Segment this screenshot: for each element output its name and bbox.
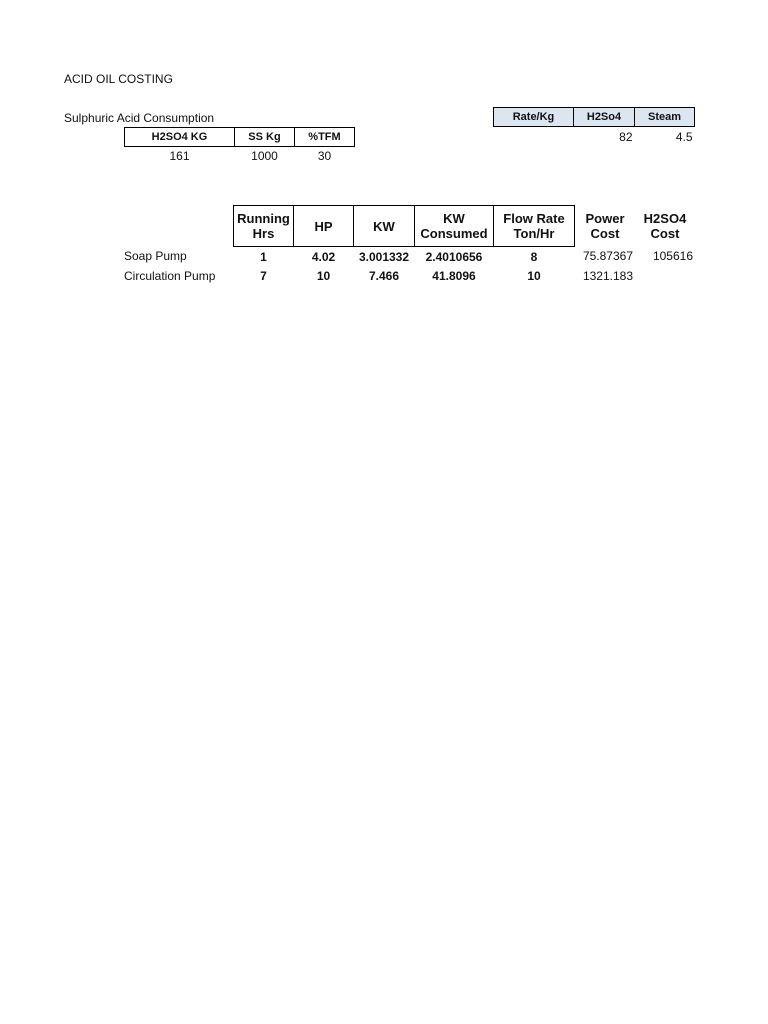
pump-table [124,205,695,285]
cell-kw-consumed[interactable]: 41.8096 [432,268,476,283]
cell-ss-kg[interactable]: 1000 [251,149,278,163]
cell-pump-name[interactable]: Circulation Pump [124,268,216,283]
section-label: Sulphuric Acid Consumption [64,111,215,125]
acid-value-row [125,147,355,166]
header-kw-consumed-line2: Consumed [420,226,488,241]
cell-tfm[interactable]: 30 [317,149,332,163]
header-kw-consumed-line1: KW [443,211,465,226]
cell-h2so4-cost[interactable]: 105616 [652,249,693,264]
header-power-cost [575,206,636,247]
header-kw: KW [354,206,415,247]
header-running-hrs-line1: Running [237,211,290,226]
header-blank [124,206,234,247]
cell-kw-consumed[interactable]: 2.4010656 [425,249,483,264]
cell-steam-rate[interactable]: 4.5 [675,130,693,144]
cell-h2so4-cost[interactable] [635,266,695,285]
header-rate-kg: Rate/Kg [494,108,574,127]
header-flow-rate-line1: Flow Rate [503,211,565,226]
header-h2so4-cost [635,206,695,247]
cell-kw[interactable]: 7.466 [368,268,400,283]
header-steam: Steam [635,108,695,127]
header-h2so4-cost-line1: H2SO4 [643,211,687,226]
sheet-title: ACID OIL COSTING [64,72,173,86]
cell-hp[interactable]: 10 [316,268,331,283]
rate-header-row [494,108,695,127]
cell-running-hrs[interactable]: 7 [260,268,267,283]
cell-rate-kg[interactable] [494,127,574,148]
header-h2so4-kg: H2SO4 KG [125,128,235,147]
cell-running-hrs[interactable]: 1 [260,249,267,264]
rate-value-row [494,127,695,148]
header-running-hrs-line2: Hrs [252,226,275,241]
table-row [124,266,695,285]
header-ss-kg: SS Kg [235,128,295,147]
acid-header-row [125,128,355,147]
table-row [124,247,695,267]
header-power-cost-line1: Power [585,211,625,226]
cell-power-cost[interactable]: 1321.183 [582,268,633,283]
header-power-cost-line2: Cost [590,226,620,241]
header-flow-rate-line2: Ton/Hr [513,226,555,241]
header-running-hrs [234,206,294,247]
cell-h2so4-rate[interactable]: 82 [619,130,633,144]
rate-table [493,107,695,147]
cell-h2so4-kg[interactable]: 161 [169,149,190,163]
cell-flow-rate[interactable]: 8 [530,249,538,264]
header-flow-rate [494,206,575,247]
cell-power-cost[interactable]: 75.87367 [582,249,633,264]
header-h2so4-cost-line2: Cost [650,226,680,241]
header-h2so4-rate: H2So4 [574,108,635,127]
cell-pump-name[interactable]: Soap Pump [124,249,187,264]
header-tfm: %TFM [295,128,355,147]
cell-hp[interactable]: 4.02 [311,249,336,264]
cell-flow-rate[interactable]: 10 [527,268,541,283]
acid-consumption-table [124,127,355,165]
cell-kw[interactable]: 3.001332 [358,249,410,264]
header-hp: HP [294,206,354,247]
pump-header-row [124,206,695,247]
header-kw-consumed [415,206,494,247]
